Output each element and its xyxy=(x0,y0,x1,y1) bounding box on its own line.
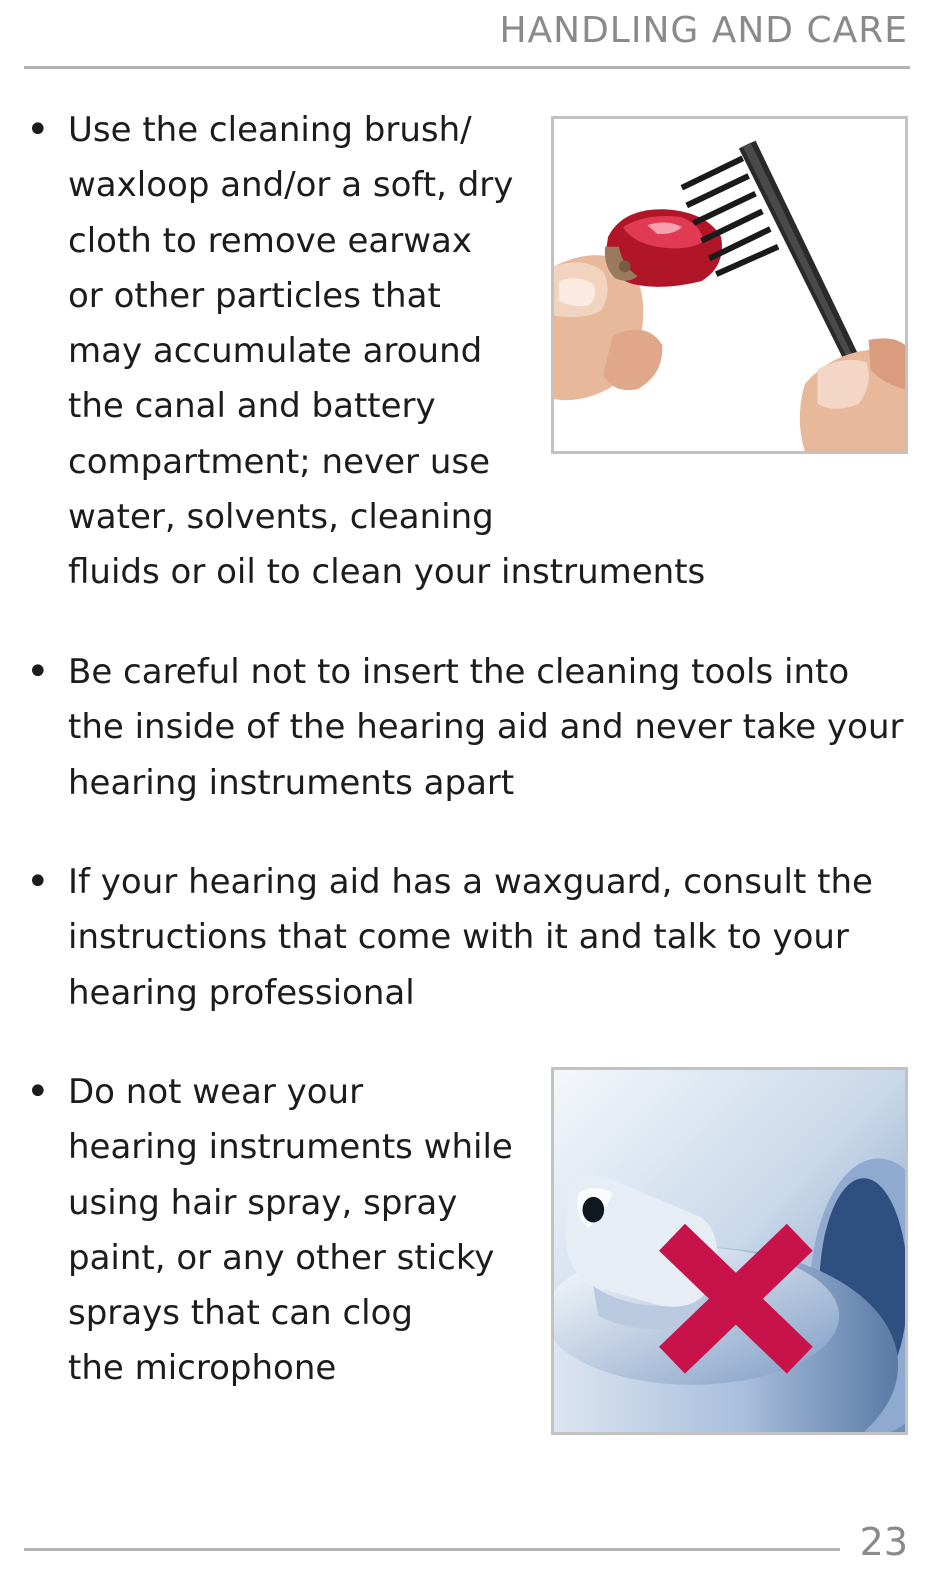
section-title: HANDLING AND CARE xyxy=(499,10,908,51)
list-item-text: Be careful not to insert the cleaning tools into the inside of the hearing aid and never take your hearing instruments apart xyxy=(68,652,904,803)
page-number: 23 xyxy=(859,1520,908,1564)
cleaning-brush-photo xyxy=(551,116,908,454)
list-item-text: Use the cleaning brush/ waxloop and/or a soft, dry cloth to remove earwax or other particles that may accumulate around the canal and battery compartment; never use water, solvents, cleaning fluids or oil to clean your instruments xyxy=(68,110,706,593)
bullet-icon: • xyxy=(26,859,50,905)
bullet-icon: • xyxy=(26,649,50,695)
header-divider xyxy=(24,66,910,69)
bullet-icon: • xyxy=(26,107,50,153)
footer-divider xyxy=(24,1548,840,1551)
spray-can-warning-photo xyxy=(551,1067,908,1435)
bullet-icon: • xyxy=(26,1069,50,1115)
list-item-text: Do not wear your hearing instruments while using hair spray, spray paint, or any other sticky sprays that can clog the microphone xyxy=(68,1072,513,1389)
list-item-text: If your hearing aid has a waxguard, consult the instructions that come with it and talk to your hearing professional xyxy=(68,862,873,1013)
